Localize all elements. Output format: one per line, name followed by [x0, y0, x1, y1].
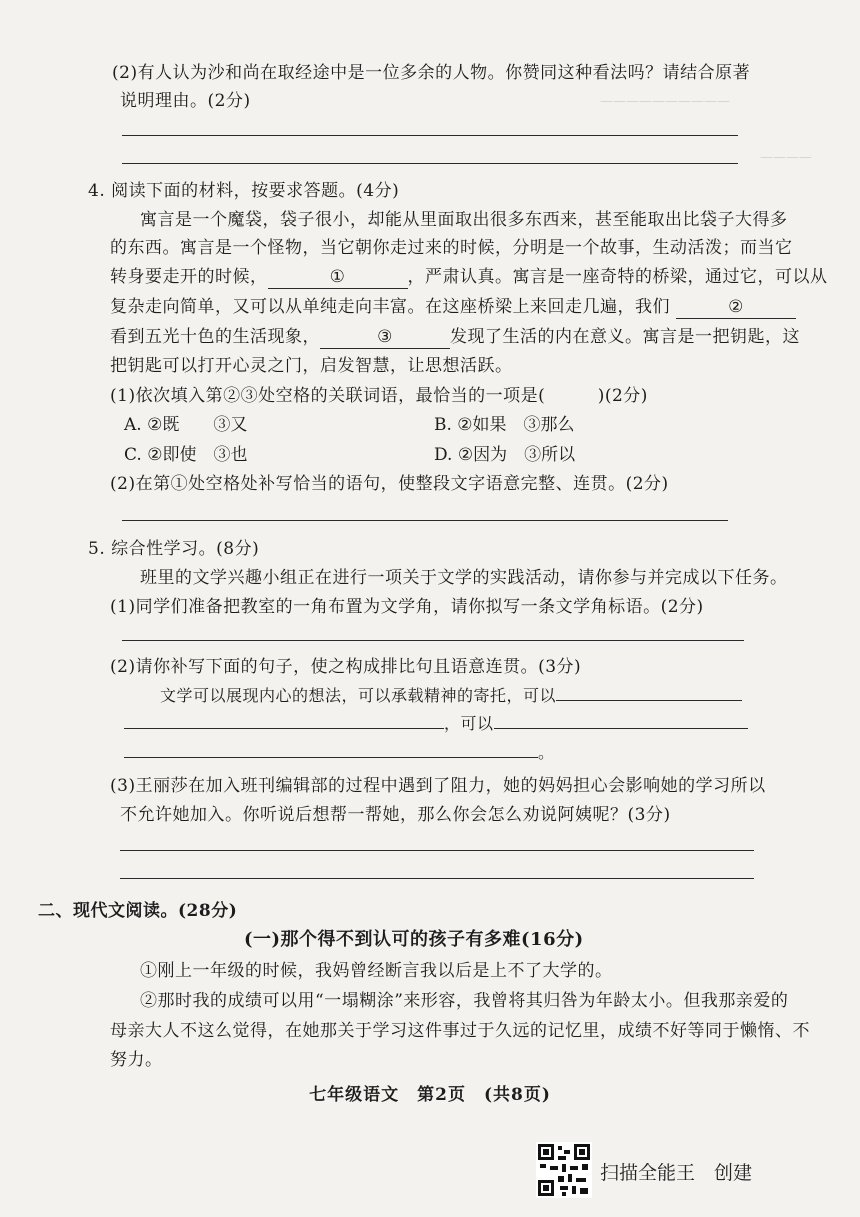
q5-sentence-text: 。 — [538, 743, 555, 762]
article-para-2-line1: ②那时我的成绩可以用“一塌糊涂”来形容，我曾将其归咎为年龄太小。但我那亲爱的 — [140, 991, 789, 1011]
q4-text: ，严肃认真。寓言是一座奇特的桥梁，通过它，可以从 — [407, 267, 828, 287]
q4-para-line — [110, 326, 800, 349]
q4-para-line: 寓言是一个魔袋，袋子很小，却能从里面取出很多东西来，甚至能取出比袋子大得多 — [140, 210, 788, 230]
bleed-through-text: —————————— — [600, 94, 730, 109]
q5-sub2: (2)请你补写下面的句子，使之构成排比句且语意连贯。(3分) — [110, 657, 582, 677]
option-a[interactable]: A. ②既 ③又 — [124, 415, 248, 435]
q3-sub2-line1: (2)有人认为沙和尚在取经途中是一位多余的人物。你赞同这种看法吗？请结合原著 — [112, 63, 751, 83]
article-para-2-line3: 努力。 — [110, 1050, 163, 1070]
answer-line[interactable] — [122, 135, 738, 136]
q3-sub2-line2: 说明理由。(2分) — [120, 91, 251, 111]
article-para-2-line2: 母亲大人不这么觉得，在她那关于学习这件事过于久远的记忆里，成绩不好等同于懒惰、不 — [110, 1021, 810, 1041]
answer-line[interactable] — [122, 163, 738, 164]
q4-text: 转身要走开的时候， — [110, 267, 268, 287]
q4-para-line — [110, 266, 828, 289]
q4-title: 4. 阅读下面的材料，按要求答题。(4分) — [88, 181, 400, 201]
q4-text: 复杂走向简单，又可以从单纯走向丰富。在这座桥梁上来回走几遍，我们 — [110, 297, 670, 317]
scanner-watermark-label: 扫描全能王 创建 — [600, 1162, 753, 1184]
q4-para-line — [110, 296, 796, 319]
qr-code-icon — [536, 1142, 592, 1198]
q5-title: 5. 综合性学习。(8分) — [88, 539, 260, 559]
q4-text: 发现了生活的内在意义。寓言是一把钥匙，这 — [450, 327, 800, 347]
q5-sentence-line — [124, 742, 555, 764]
q4-sub2: (2)在第①处空格处补写恰当的语句，使整段文字语意完整、连贯。(2分) — [110, 474, 669, 494]
blank-1[interactable]: ① — [268, 266, 408, 289]
fill-blank[interactable] — [556, 700, 742, 701]
answer-line[interactable] — [122, 520, 728, 521]
section-2-title: 二、现代文阅读。(28分) — [38, 901, 238, 921]
answer-line[interactable] — [120, 850, 754, 851]
article-title: (一)那个得不到认可的孩子有多难(16分) — [244, 929, 584, 950]
fill-blank[interactable] — [494, 728, 748, 729]
q5-sub3-line1: (3)王丽莎在加入班刊编辑部的过程中遇到了阻力，她的妈妈担心会影响她的学习所以 — [110, 776, 766, 796]
answer-line[interactable] — [122, 640, 744, 641]
q4-sub1: (1)依次填入第②③处空格的关联词语，最恰当的一项是( )(2分) — [110, 386, 648, 406]
answer-line[interactable] — [120, 878, 754, 879]
q5-sentence-line — [160, 685, 742, 707]
blank-3[interactable]: ③ — [320, 326, 450, 349]
q5-sentence-text: 文学可以展现内心的想法，可以承载精神的寄托，可以 — [160, 686, 557, 705]
q5-sentence-text: ，可以 — [444, 714, 494, 733]
q5-sub3-line2: 不允许她加入。你听说后想帮一帮她，那么你会怎么劝说阿姨呢？(3分) — [120, 805, 671, 825]
q5-sentence-line — [124, 713, 748, 735]
q5-intro: 班里的文学兴趣小组正在进行一项关于文学的实践活动，请你参与并完成以下任务。 — [140, 568, 788, 588]
blank-2[interactable]: ② — [676, 296, 796, 319]
fill-blank[interactable] — [124, 757, 538, 758]
option-c[interactable]: C. ②即使 ③也 — [124, 445, 248, 465]
bleed-through-text: ———— — [760, 150, 812, 165]
option-d[interactable]: D. ②因为 ③所以 — [434, 445, 576, 465]
q4-para-line: 把钥匙可以打开心灵之门，启发智慧，让思想活跃。 — [110, 356, 513, 376]
article-para-1: ①刚上一年级的时候，我妈曾经断言我以后是上不了大学的。 — [140, 961, 613, 981]
page-footer: 七年级语文 第2页 (共8页) — [309, 1085, 551, 1105]
q4-text: 看到五光十色的生活现象， — [110, 327, 320, 347]
q4-para-line: 的东西。寓言是一个怪物，当它朝你走过来的时候，分明是一个故事，生动活泼；而当它 — [110, 238, 793, 258]
fill-blank[interactable] — [124, 728, 444, 729]
q5-sub1: (1)同学们准备把教室的一角布置为文学角，请你拟写一条文学角标语。(2分) — [110, 597, 704, 617]
option-b[interactable]: B. ②如果 ③那么 — [434, 415, 575, 435]
